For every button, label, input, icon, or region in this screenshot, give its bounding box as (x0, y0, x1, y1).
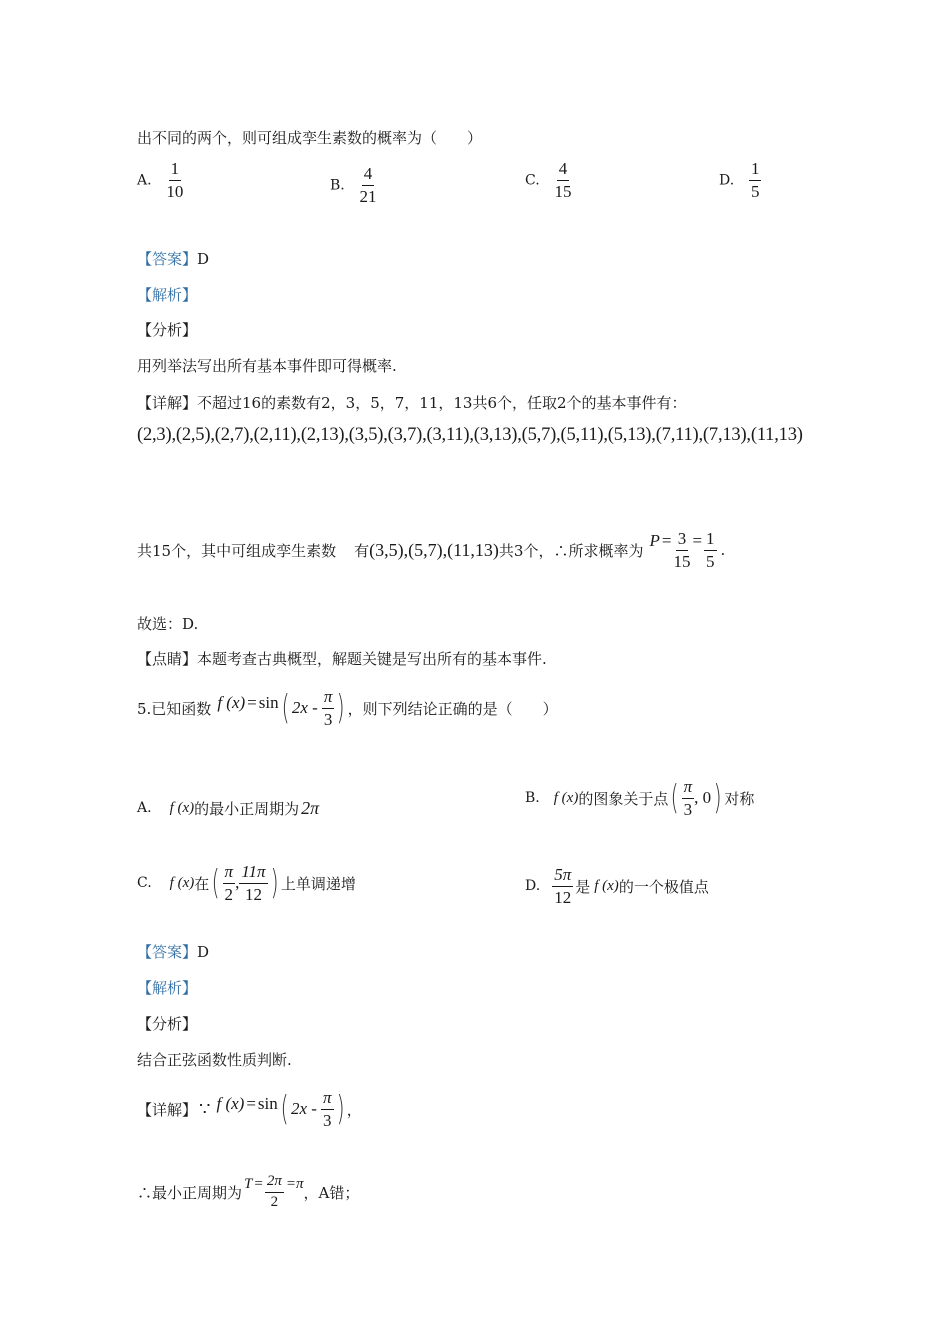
q5-stem (137, 683, 558, 733)
q4-count-text3: 共3个，∴所求概率为 (498, 541, 644, 560)
q4-detail-tag: 【详解】 (137, 394, 198, 412)
q5-stem-suffix: ，则下列结论正确的是（ ） (347, 699, 558, 718)
q5-right-paren: ) (337, 688, 345, 728)
q4-option-d-fraction: $\frac{1}{5}$ (750, 159, 760, 201)
q5-option-b-point-y: , 0 (694, 788, 712, 807)
q5-left-paren: ( (281, 688, 290, 728)
q4-option-b-fraction: $\frac{4}{21}$ (359, 164, 377, 206)
q4-option-d-label: D. (719, 172, 735, 189)
q4-option-a-fraction: $\frac{1}{10}$ (166, 159, 184, 201)
q5-option-b-text: 的图象关于点 (578, 789, 669, 808)
q5-answer-line (137, 941, 209, 962)
q5-option-a-value: 2π (301, 797, 320, 818)
q4-option-a[interactable] (137, 160, 183, 201)
q5-option-c-label: C. (137, 875, 152, 891)
q5-option-c-left-paren: ( (211, 863, 220, 903)
q5-option-d-text2: 的一个极值点 (618, 877, 709, 896)
q4-fenxi-text: 用列举法写出所有基本事件即可得概率. (137, 357, 397, 375)
q4-option-b-label: B. (330, 177, 345, 194)
q5-option-d-fraction: $\frac{5\pi}{12}$ (554, 864, 572, 907)
q4-dianjing-tag: 【点睛】 (137, 650, 198, 668)
q4-count-text2: 有 (354, 541, 370, 560)
q5-eq: = (247, 693, 257, 712)
q4-p-eq1: = (661, 531, 672, 550)
q5-option-c-text2: 上单调递增 (280, 874, 356, 893)
q4-p-label: P (649, 531, 660, 550)
q4-option-c[interactable] (525, 160, 571, 201)
q4-detail-text: 不超过16的素数有2，3，5，7，11，13共6个，任取2个的基本事件有： (197, 394, 687, 412)
q4-option-c-fraction: $\frac{4}{15}$ (554, 159, 572, 201)
q4-pairs-list: (2,3),(2,5),(2,7),(2,11),(2,13),(3,5),(3,7),(3,11),(3,13),(5,7),(5,11),(5,13),(7,11),(7,13),(11,13) (137, 425, 803, 445)
q4-option-a-label: A. (137, 172, 152, 189)
q5-option-d-label: D. (525, 878, 541, 894)
q5-option-b-point-x: $\frac{\pi}{3}$ (683, 776, 693, 819)
q4-conclusion: 故选：D. (137, 615, 199, 633)
q5-pi-over-3: $\frac{\pi}{3}$ (323, 686, 333, 729)
q4-option-b[interactable] (330, 165, 377, 206)
q5-jiexi-tag: 【解析】 (137, 979, 198, 997)
q5-sin: sin (258, 693, 279, 712)
q5-option-c-lower: $\frac{\pi}{2}$ (224, 861, 234, 904)
q5-option-c[interactable] (137, 855, 356, 911)
q5-option-b-f: f (x) (553, 789, 579, 806)
q5-detail-sin: sin (257, 1094, 278, 1113)
q4-option-d[interactable] (719, 160, 761, 201)
q4-p-eq2: = (692, 531, 703, 550)
q5-period-prefix: ∴最小正周期为 (137, 1183, 243, 1202)
q5-detail-f: f (x) (216, 1094, 245, 1113)
q4-count-line (137, 525, 725, 575)
q5-fenxi-text: 结合正弦函数性质判断. (137, 1051, 292, 1069)
q5-arg: 2x - (291, 698, 318, 717)
q4-answer-tag: 【答案】 (137, 250, 198, 268)
q5-period-suffix: ，A错； (303, 1183, 360, 1202)
q5-answer-tag: 【答案】 (137, 943, 198, 961)
q5-option-c-comma: , (235, 873, 240, 892)
q5-stem-prefix: 5.已知函数 (137, 699, 212, 718)
q5-detail-end: ， (346, 1100, 362, 1119)
q5-option-c-text: 在 (194, 874, 210, 893)
q5-option-d-f: f (x) (594, 877, 619, 894)
q5-detail-tag: 【详解】 (137, 1100, 198, 1119)
q5-period-result: =π (285, 1176, 304, 1192)
q5-option-b-label: B. (525, 790, 540, 806)
q5-option-d[interactable] (525, 858, 709, 914)
q4-option-c-label: C. (525, 172, 540, 189)
q5-option-a-text: 的最小正周期为 (194, 799, 300, 818)
q5-option-b-left-paren: ( (670, 778, 679, 818)
q5-f-lhs: f (x) (217, 693, 246, 712)
q4-fenxi-tag: 【分析】 (137, 321, 198, 339)
q5-option-b-right-paren: ) (713, 778, 722, 818)
q5-detail-line (137, 1082, 362, 1136)
q5-detail-right-paren: ) (336, 1089, 345, 1129)
q5-detail-left-paren: ( (280, 1089, 289, 1129)
q5-option-b-text2: 对称 (724, 789, 755, 808)
q4-dianjing-text: 本题考查古典概型，解题关键是写出所有的基本事件. (197, 650, 547, 668)
q4-p-fraction2: $\frac{1}{5}$ (706, 528, 715, 571)
q5-option-c-upper: $\frac{11\pi}{12}$ (241, 861, 266, 904)
q5-period-line (137, 1168, 359, 1216)
q5-option-c-f: f (x) (169, 874, 195, 891)
q4-answer-value: D (197, 250, 210, 268)
q5-option-a-label: A. (137, 800, 152, 816)
q4-dianjing-line (137, 648, 547, 669)
q5-answer-value: D (197, 943, 210, 961)
q4-twin-pairs: (3,5),(5,7),(11,13) (369, 539, 499, 560)
q4-answer-line (137, 248, 209, 269)
q5-option-c-right-paren: ) (270, 863, 279, 903)
q5-detail-arg: 2x - (291, 1099, 317, 1118)
q5-period-T: T (244, 1176, 253, 1192)
q4-p-fraction1: $\frac{3}{15}$ (673, 528, 691, 571)
q5-period-fraction: $\frac{2\pi}{2}$ (266, 1172, 282, 1210)
q5-fenxi-tag: 【分析】 (137, 1015, 198, 1033)
q5-detail-eq: = (246, 1094, 256, 1113)
q4-jiexi-tag: 【解析】 (137, 286, 198, 304)
q5-option-d-text: 是 (575, 877, 591, 896)
q4-p-end: . (720, 541, 726, 559)
q4-detail-line (137, 392, 687, 413)
q5-option-a-f: f (x) (169, 799, 195, 816)
q5-period-eq: = (254, 1176, 263, 1192)
q4-count-text1: 共15个，其中可组成孪生素数 (137, 541, 337, 560)
q4-stem-tail: 出不同的两个，则可组成孪生素数的概率为（ ） (137, 129, 483, 147)
q5-because: ∵ (199, 1098, 211, 1120)
q5-option-a[interactable] (137, 790, 319, 826)
q5-detail-pi-over-3: $\frac{\pi}{3}$ (322, 1087, 332, 1130)
q5-option-b[interactable] (525, 770, 754, 826)
